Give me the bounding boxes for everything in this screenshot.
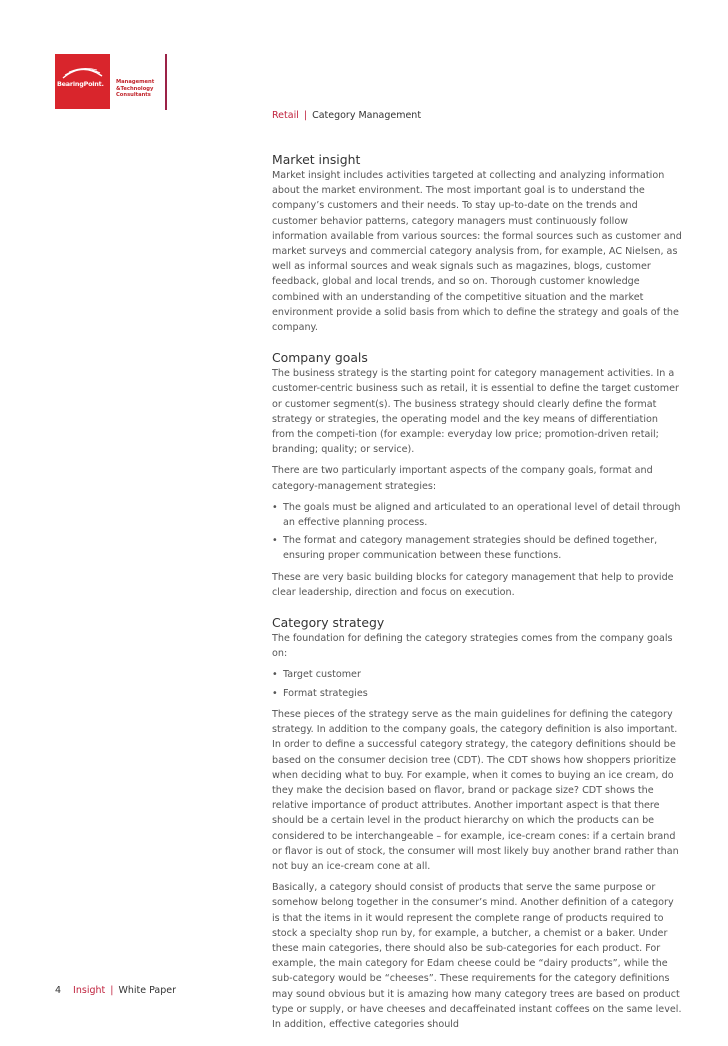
paragraph: Market insight includes activities targeted at collecting and analyzing information about the market environment. The most important goal is to understand the company’s customers and their needs. To stay up-to-date on the trends and customer behavior patterns, category managers must continuously follow information available from various sources: the formal sources such as customer and market surveys and commercial category analysis from, for example, AC Nielsen, as well as informal sources and weak signals such as magazines, blogs, customer feedback, global and local trends, and so on. Thorough customer knowledge combined with an understanding of the competitive situation and the market environment provide a solid basis from which to define the strategy and goals of the company. xyxy=(272,170,682,334)
paragraph: Basically, a category should consist of products that serve the same purpose or somehow belong together in the consumer’s mind. Another definition of a category is that the items in it would represent the complete range of products required to stock a specialty shop run by, for example, a butcher, a chemist or a baker. Under these main categories, there should also be sub-categories for each product. For example, the main category for Edam cheese could be “dairy products”, while the sub-category would be “cheeses”. These requirements for the category definitions may sound obvious but it is amazing how many category trees are based on product type or supply, or have cheeses and decaffeinated instant coffees on the same level. In addition, effective categories should xyxy=(272,882,682,1030)
logo-divider xyxy=(165,54,167,110)
list-item-text: The format and category management strategies should be defined together, ensuring proper communication between these functions. xyxy=(283,535,658,562)
tagline-line: Management xyxy=(116,79,155,85)
list-item-text: Target customer xyxy=(283,669,361,681)
brand-tagline xyxy=(116,79,154,99)
bullet-icon: • xyxy=(272,501,278,513)
footer-type: White Paper xyxy=(118,985,177,996)
section-market-insight xyxy=(272,151,682,335)
bullet-list xyxy=(272,500,682,564)
tagline-line: &Technology xyxy=(116,85,154,92)
paragraph: These pieces of the strategy serve as the main guidelines for defining the category strategy. In addition to the company goals, the category definition is also important. In order to define a successful category strategy, the category definitions should be based on the consumer decision tree (CDT). The CDT shows how shoppers prioritize when deciding what to buy. For example, when it comes to buying an ice cream, do they make the decision based on flavor, brand or package size? CDT shows the relative importance of product attributes. Another important aspect is that there should be a certain level in the product hierarchy on which the products can be considered to be interchangeable – for example, ice-cream cones: if a certain brand or flavor is out of stock, the consumer will most likely buy another brand rather than not buy an ice-cream cone at all. xyxy=(272,708,679,872)
footer-publication: Insight xyxy=(73,985,106,996)
bullet-icon: • xyxy=(272,535,278,547)
breadcrumb-topic: Category Management xyxy=(312,110,422,121)
breadcrumb xyxy=(272,110,421,121)
list-item-text: Format strategies xyxy=(283,687,368,699)
page-number: 4 xyxy=(55,985,62,996)
list-item-text: The goals must be aligned and articulated to an operational level of detail through an effective planning process. xyxy=(283,501,681,529)
paragraph: These are very basic building blocks for category management that help to provide clear leadership, direction and focus on execution. xyxy=(272,571,674,598)
paragraph: The business strategy is the starting point for category management activities. In a customer-centric business such as retail, it is essential to define the target customer or customer segment(s). The business strategy should clearly define the format strategy or strategies, the operating model and the key means of differentiation from the competi-tion (for example: everyday low price; promotion-driven retail; branding; quality; or service). xyxy=(272,368,679,456)
paragraph: The foundation for defining the category strategies comes from the company goals on: xyxy=(272,633,673,660)
section-title: Company goals xyxy=(272,350,368,366)
page-footer xyxy=(55,985,176,996)
brand-name: BearingPoint. xyxy=(57,80,104,88)
list-item xyxy=(272,500,682,530)
article-body xyxy=(272,151,682,1046)
list-item xyxy=(272,533,682,563)
list-item xyxy=(272,667,682,682)
list-item xyxy=(272,686,682,701)
section-company-goals xyxy=(272,349,682,600)
section-title: Market insight xyxy=(272,152,361,167)
bullet-icon: • xyxy=(272,687,278,699)
section-title: Category strategy xyxy=(272,615,385,631)
section-category-strategy xyxy=(272,614,682,1032)
breadcrumb-separator: | xyxy=(303,110,308,121)
bullet-icon: • xyxy=(272,669,278,681)
paragraph: There are two particularly important aspects of the company goals, format and category-management strategies: xyxy=(272,465,653,492)
bullet-list xyxy=(272,667,682,700)
tagline-line: Consultants xyxy=(116,92,151,99)
footer-separator: | xyxy=(110,985,114,996)
bearingpoint-logo-mark xyxy=(55,54,110,109)
breadcrumb-section: Retail xyxy=(272,110,299,121)
